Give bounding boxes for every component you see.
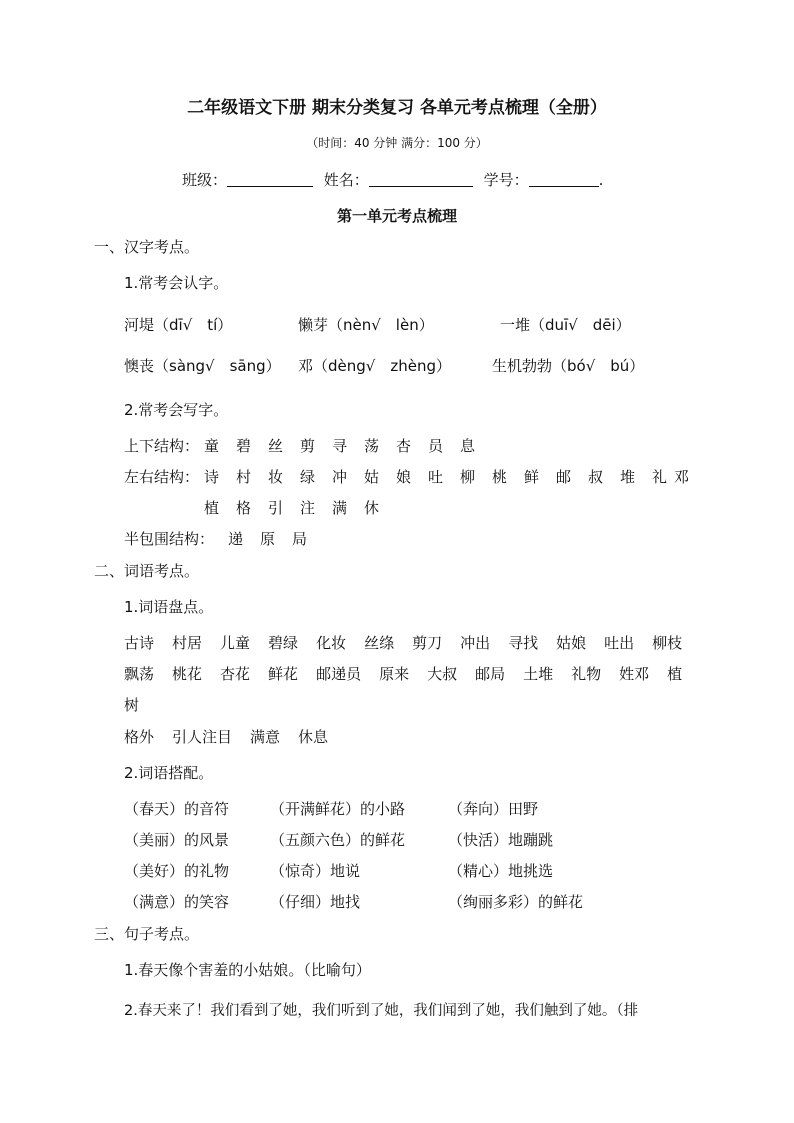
structure-label: 上下结构：	[124, 437, 200, 455]
char: 满	[332, 499, 348, 517]
pinyin-item: 一堆（duī√ dēi）	[500, 316, 631, 334]
char: 吐	[428, 468, 444, 486]
word: 邮局	[475, 665, 506, 683]
char: 娘	[396, 468, 412, 486]
collocation: （满意）的笑容	[124, 893, 230, 911]
unit-title: 第一单元考点梳理	[336, 207, 457, 225]
word: 碧绿	[268, 634, 299, 652]
section-heading: 一、汉字考点。	[94, 238, 200, 256]
char: 植	[204, 499, 220, 517]
char: 碧	[236, 437, 252, 455]
word: 原来	[379, 665, 410, 683]
word: 吐出	[604, 634, 635, 652]
collocation: （开满鲜花）的小路	[270, 800, 406, 818]
char: 休	[364, 499, 380, 517]
char: 邓	[674, 468, 690, 486]
sentence: 1.春天像个害羞的小姑娘。（比喻句）	[124, 961, 371, 979]
word: 姑娘	[556, 634, 587, 652]
collocation: （仔细）地找	[270, 893, 361, 911]
exam-time-score: （时间：40 分钟 满分：100 分）	[306, 136, 488, 150]
char: 桃	[492, 468, 508, 486]
word: 冲出	[460, 634, 491, 652]
char: 礼	[652, 468, 668, 486]
char-row-left-right	[124, 467, 696, 487]
char: 息	[460, 437, 476, 455]
word-list-row	[124, 695, 157, 715]
collocation: （绚丽多彩）的鲜花	[448, 893, 584, 911]
name-label: 姓名：	[323, 171, 369, 189]
char: 童	[204, 437, 220, 455]
word: 杏花	[220, 665, 251, 683]
pinyin-item: 河堤（dī√ tí）	[124, 316, 233, 334]
char: 局	[292, 530, 308, 548]
structure-label: 左右结构：	[124, 468, 200, 486]
end-mark: .	[598, 171, 604, 189]
word: 休息	[298, 728, 329, 746]
student-info-line	[182, 170, 603, 190]
pinyin-item: 懊丧（sàng√ sāng）	[124, 357, 281, 375]
class-blank[interactable]	[227, 170, 313, 187]
collocation: （美好）的礼物	[124, 862, 230, 880]
word: 格外	[124, 728, 155, 746]
pinyin-item: 懒芽（nèn√ lèn）	[298, 316, 434, 334]
word: 丝绦	[364, 634, 395, 652]
subsection-heading: 1.常考会认字。	[124, 274, 229, 292]
word: 桃花	[172, 665, 203, 683]
word: 引人注目	[172, 728, 233, 746]
number-label: 学号：	[483, 171, 529, 189]
word: 鲜花	[268, 665, 299, 683]
char: 原	[260, 530, 276, 548]
word: 村居	[172, 634, 203, 652]
word: 满意	[250, 728, 281, 746]
char: 绿	[300, 468, 316, 486]
char: 剪	[300, 437, 316, 455]
number-blank[interactable]	[529, 170, 599, 187]
collocation: （春天）的音符	[124, 800, 230, 818]
char: 杏	[396, 437, 412, 455]
char: 员	[428, 437, 444, 455]
pinyin-item: 生机勃勃（bó√ bú）	[492, 357, 645, 375]
subsection-heading: 1.词语盘点。	[124, 598, 214, 616]
char: 注	[300, 499, 316, 517]
word: 大叔	[427, 665, 458, 683]
word-list-row	[124, 727, 346, 747]
word: 土堆	[523, 665, 554, 683]
document-title: 二年级语文下册 期末分类复习 各单元考点梳理（全册）	[187, 98, 607, 118]
word: 树	[124, 696, 140, 714]
section-heading: 三、句子考点。	[94, 925, 200, 943]
collocation: （快活）地蹦跳	[448, 831, 554, 849]
char: 递	[228, 530, 244, 548]
char: 寻	[332, 437, 348, 455]
name-blank[interactable]	[369, 170, 473, 187]
subsection-heading: 2.词语搭配。	[124, 764, 214, 782]
structure-label: 半包围结构：	[124, 530, 215, 548]
word: 植	[667, 665, 683, 683]
word: 化妆	[316, 634, 347, 652]
collocation: （奔向）田野	[448, 800, 539, 818]
char: 柳	[460, 468, 476, 486]
char: 村	[236, 468, 252, 486]
word: 古诗	[124, 634, 155, 652]
subsection-heading: 2.常考会写字。	[124, 401, 229, 419]
collocation: （精心）地挑选	[448, 862, 554, 880]
word-list-row	[124, 664, 700, 684]
char-row-top-bottom	[124, 436, 492, 456]
word-list-row	[124, 633, 700, 653]
word: 礼物	[571, 665, 602, 683]
word: 飘荡	[124, 665, 155, 683]
word: 剪刀	[412, 634, 443, 652]
word: 姓邓	[619, 665, 650, 683]
char: 堆	[620, 468, 636, 486]
char: 冲	[332, 468, 348, 486]
char: 妆	[268, 468, 284, 486]
section-heading: 二、词语考点。	[94, 562, 200, 580]
char: 格	[236, 499, 252, 517]
char: 引	[268, 499, 284, 517]
char: 丝	[268, 437, 284, 455]
char: 邮	[556, 468, 572, 486]
char: 诗	[204, 468, 220, 486]
sentence: 2.春天来了！我们看到了她，我们听到了她，我们闻到了她，我们触到了她。（排	[124, 1003, 639, 1019]
char: 姑	[364, 468, 380, 486]
word: 柳枝	[652, 634, 683, 652]
word: 寻找	[508, 634, 539, 652]
char-row-half-enclosed	[124, 529, 324, 549]
collocation: （美丽）的风景	[124, 831, 230, 849]
class-label: 班级：	[182, 171, 228, 189]
word: 邮递员	[316, 665, 362, 683]
pinyin-item: 邓（dèng√ zhèng）	[298, 357, 451, 375]
char-row-left-right-cont	[204, 498, 396, 518]
collocation: （五颜六色）的鲜花	[270, 831, 406, 849]
char: 鲜	[524, 468, 540, 486]
char: 荡	[364, 437, 380, 455]
word: 儿童	[220, 634, 251, 652]
char: 叔	[588, 468, 604, 486]
collocation: （惊奇）地说	[270, 862, 361, 880]
